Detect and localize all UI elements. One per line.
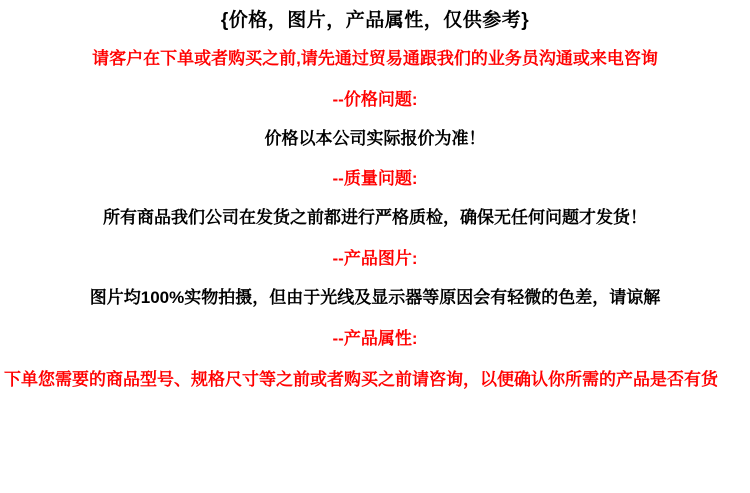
section-heading-product-image: --产品图片: [332, 249, 418, 269]
section-body-product-image: 图片均100%实物拍摄，但由于光线及显示器等原因会有轻微的色差，请谅解 [89, 288, 661, 308]
section-body-price: 价格以本公司实际报价为准！ [264, 128, 486, 148]
customer-notice: 请客户在下单或者购买之前,请先通过贸易通跟我们的业务员沟通或来电咨询 [92, 48, 658, 68]
section-heading-product-attributes: --产品属性: [332, 329, 418, 349]
section-heading-price: --价格问题: [332, 89, 418, 109]
section-body-quality: 所有商品我们公司在发货之前都进行严格质检，确保无任何问题才发货！ [103, 208, 647, 228]
page-title: {价格，图片，产品属性，仅供参考} [220, 10, 530, 31]
section-body-product-attributes: 下单您需要的商品型号、规格尺寸等之前或者购买之前请咨询，以便确认你所需的产品是否有货 [4, 370, 718, 390]
section-heading-quality: --质量问题: [332, 169, 418, 189]
